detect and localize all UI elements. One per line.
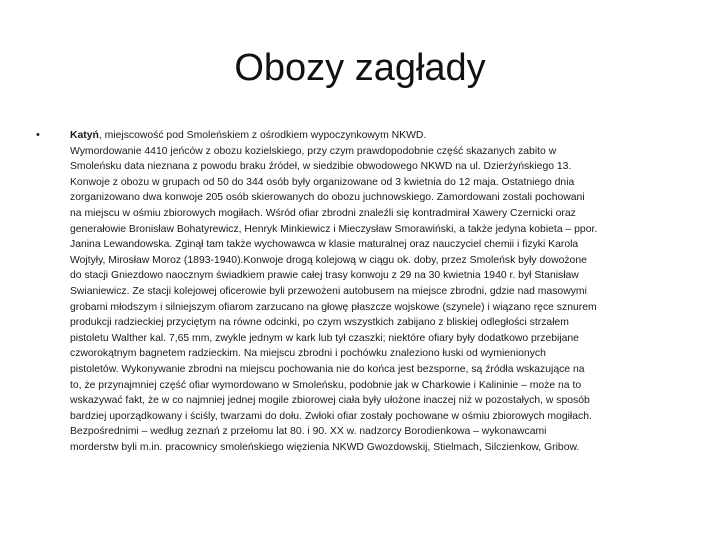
text-line: produkcji radzieckiej przyciętym na równe odcinki, po czym wszystkich zabijano z bliskiej odległości strzałem bbox=[70, 317, 569, 329]
text-line: grobami młodszym i silniejszym ofiarom zarzucano na głowę płaszcze wojskowe (szynele) i wiązano ręce sznurem bbox=[70, 301, 597, 313]
text-line: Wojtyły, Mirosław Moroz (1893-1940).Konwoje drogą kolejową w ciągu ok. doby, przez Smoleńsk były dowożone bbox=[70, 254, 587, 266]
text-line: bardziej uporządkowany i ściśly, twarzami do dołu. Zwłoki ofiar zostały pochowane w ośmiu zbiorowych mogiłach. bbox=[70, 410, 592, 422]
text-line: Konwoje z obozu w grupach od 50 do 344 osób były organizowane od 3 kwietnia do 12 maja. Ostatniego dnia bbox=[70, 176, 575, 188]
text-line: generałowie Bronisław Bohatyrewicz, Henryk Minkiewicz i Mieczysław Smorawiński, a także jedyna kobieta – ppor. bbox=[70, 223, 598, 235]
text-line: zorganizowano dwa konwoje 205 osób skierowanych do obozu juchnowskiego. Zamordowani zostali pochowani bbox=[70, 192, 585, 204]
text-line: Swianiewicz. Ze stacji kolejowej oficerowie byli przewożeni autobusem na miejsce zbrodni, gdzie nad masowymi bbox=[70, 285, 587, 297]
text-line: pistoletu Walther kal. 7,65 mm, zwykle jednym w kark lub tył czaszki; niektóre ofiary były dodatkowo przebijane bbox=[70, 332, 579, 344]
text-line: Wymordowanie 4410 jeńców z obozu kozielskiego, przy czym prawdopodobnie część skazanych zabito w bbox=[70, 145, 557, 157]
term-katyn: Katyń bbox=[70, 130, 99, 141]
bullet-item bbox=[36, 128, 686, 455]
slide-title: Obozy zagłady bbox=[234, 47, 486, 89]
bullet-marker: • bbox=[36, 129, 40, 141]
bullet-text bbox=[70, 128, 686, 455]
text-line: wskazywać fakt, że w co najmniej jednej mogile zbiorowej ciała były ułożone inaczej niż w pozostałych, w sposób bbox=[70, 395, 590, 407]
text-line: Bezpośrednimi – według zeznań z przełomu lat 80. i 90. XX w. nadzorcy Borodienkowa – wykonawcami bbox=[70, 426, 547, 438]
text-line-segment: , miejscowość pod Smoleńskiem z ośrodkiem wypoczynkowym NKWD. bbox=[98, 130, 427, 141]
text-line: czworokątnym bagnetem radzieckim. Na miejscu zbrodni i pochówku znaleziono łuski od wymienionych bbox=[70, 348, 546, 360]
text-line bbox=[70, 128, 686, 144]
text-line: to, że przynajmniej część ofiar wymordowano w Smoleńsku, podobnie jak w Charkowie i Kalininie – może na to bbox=[70, 379, 582, 391]
text-line: morderstw byli m.in. pracownicy smoleńskiego więzienia NKWD Gwozdowskij, Stielmach, Silczienkow, Gribow. bbox=[70, 441, 580, 453]
text-line: Janina Lewandowska. Zginął tam także wychowawca w klasie maturalnej oraz nauczyciel chemii i fizyki Karola bbox=[70, 239, 579, 251]
text-line: Smoleńsku data nieznana z powodu braku źródeł, w siedzibie obwodowego NKWD na ul. Dzierżyńskiego 13. bbox=[70, 161, 572, 173]
text-line: pistoletów. Wykonywanie zbrodni na miejscu pochowania nie do końca jest bezsporne, są źródła wskazujące na bbox=[70, 363, 585, 375]
text-line: do stacji Gniezdowo naocznym świadkiem prawie całej trasy konwoju z 29 na 30 kwietnia 1940 r. był Stanisław bbox=[70, 270, 579, 282]
text-line: na miejscu w ośmiu zbiorowych mogiłach. Wśród ofiar zbrodni znaleźli się kontradmirał Xawery Czernicki oraz bbox=[70, 207, 576, 219]
